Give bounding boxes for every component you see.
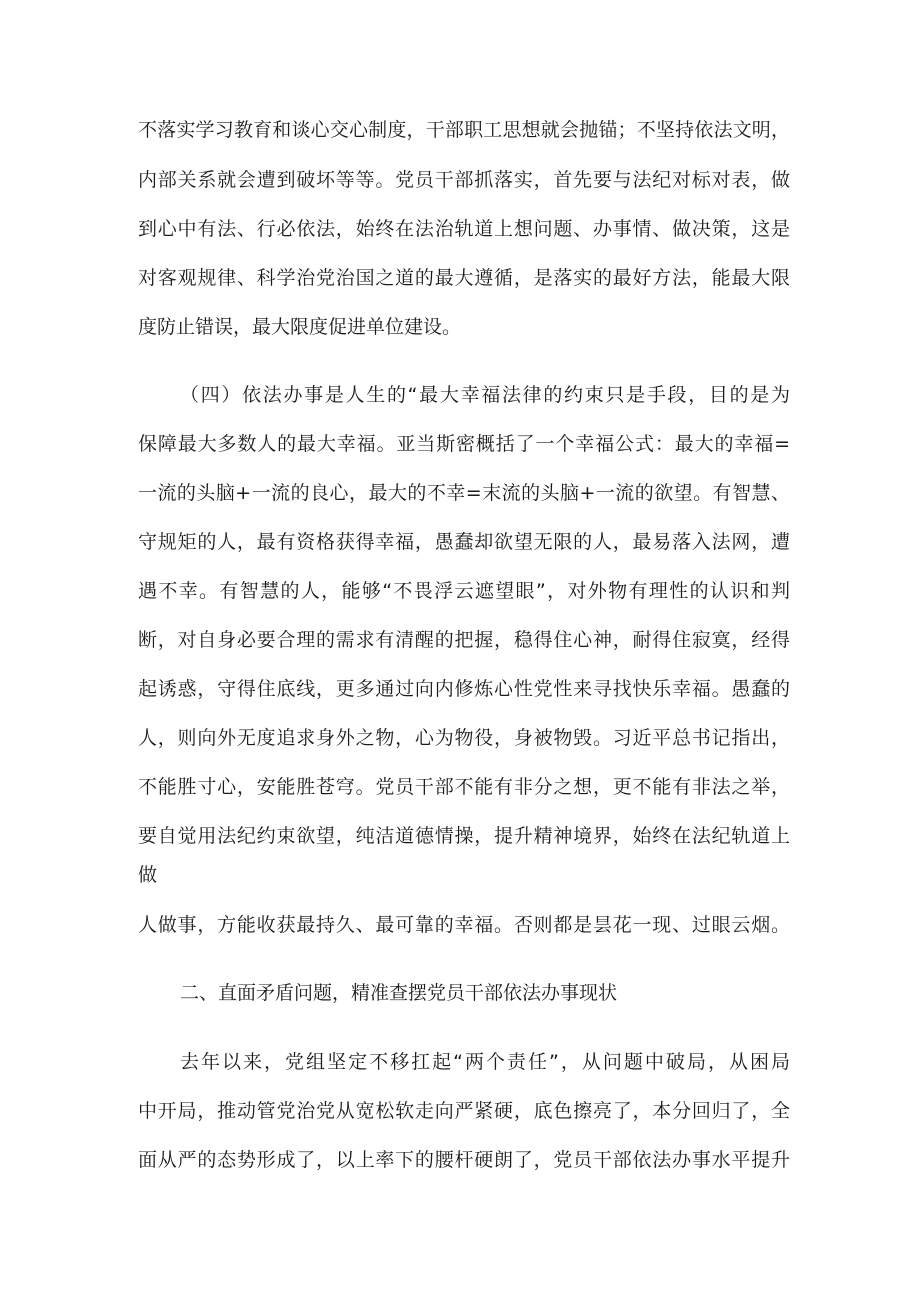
text-line: 遇不幸。有智慧的人，能够“不畏浮云遮望眼”，对外物有理性的认识和判 <box>138 580 790 602</box>
section-heading: 二、直面矛盾问题，精准查摆党员干部依法办事现状 <box>180 982 618 1004</box>
text-line: 保障最大多数人的最大幸福。亚当斯密概括了一个幸福公式：最大的幸福= <box>138 433 790 455</box>
text-line: 人，则向外无度追求身外之物，心为物役，身被物毁。习近平总书记指出， <box>138 727 790 749</box>
text-line: 到心中有法、行必依法，始终在法治轨道上想问题、办事情、做决策，这是 <box>138 218 790 240</box>
text-line: 不能胜寸心，安能胜苍穹。党员干部不能有非分之想，更不能有非法之举， <box>138 776 790 798</box>
text-line: 人做事，方能收获最持久、最可靠的幸福。否则都是昙花一现、过眼云烟。 <box>138 914 790 936</box>
text-line: （四）依法办事是人生的“最大幸福法律的约束只是手段，目的是为 <box>180 384 790 406</box>
text-line: 断，对自身必要合理的需求有清醒的把握，稳得住心神，耐得住寂寞，经得 <box>138 629 790 651</box>
text-line: 要自觉用法纪约束欲望，纯洁道德情操，提升精神境界，始终在法纪轨道上 <box>138 825 790 847</box>
text-line: 一流的头脑+一流的良心，最大的不幸=末流的头脑+一流的欲望。有智慧、 <box>138 482 790 504</box>
text-line: 面从严的态势形成了，以上率下的腰杆硬朗了，党员干部依法办事水平提升 <box>138 1149 790 1171</box>
text-line: 做 <box>138 864 158 886</box>
text-line: 对客观规律、科学治党治国之道的最大遵循，是落实的最好方法，能最大限 <box>138 267 790 289</box>
text-line: 去年以来，党组坚定不移扛起“两个责任”，从问题中破局，从困局 <box>180 1051 790 1073</box>
text-line: 起诱惑，守得住底线，更多通过向内修炼心性党性来寻找快乐幸福。愚蠢的 <box>138 678 790 700</box>
text-line: 守规矩的人，最有资格获得幸福，愚蠢却欲望无限的人，最易落入法网，遭 <box>138 531 790 553</box>
text-line: 度防止错误，最大限度促进单位建设。 <box>138 316 462 338</box>
text-line: 不落实学习教育和谈心交心制度，干部职工思想就会抛锚；不坚持依法文明， <box>138 119 790 141</box>
text-line: 中开局，推动管党治党从宽松软走向严紧硬，底色擦亮了，本分回归了，全 <box>138 1100 790 1122</box>
text-line: 内部关系就会遭到破坏等等。党员干部抓落实，首先要与法纪对标对表，做 <box>138 169 790 191</box>
